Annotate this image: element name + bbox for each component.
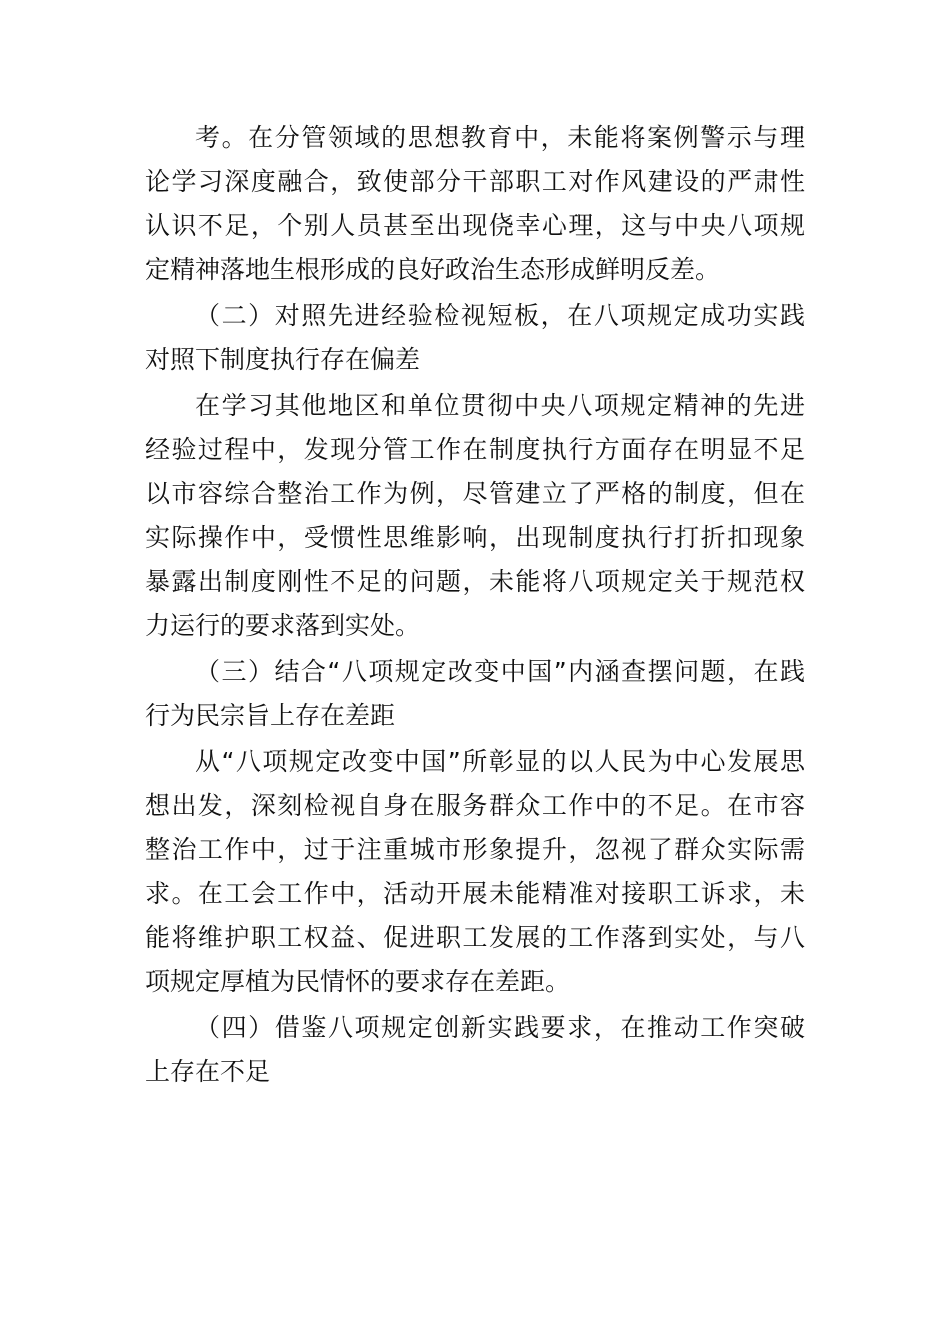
- text-line-1: 考。在分管领域的思想教育中，未能将案例警示与理: [195, 123, 805, 152]
- text-line-18: 求。在工会工作中，活动开展未能精准对接职工诉求，未: [145, 879, 805, 908]
- section-heading-4-line-1: （四）借鉴八项规定创新实践要求，在推动工作突破: [195, 1013, 805, 1042]
- text-line-20: 项规定厚植为民情怀的要求存在差距。: [145, 967, 571, 996]
- text-line-10: 实际操作中，受惯性思维影响，出现制度执行打折扣现象: [145, 523, 805, 552]
- text-line-2: 论学习深度融合，致使部分干部职工对作风建设的严肃性: [145, 167, 805, 196]
- text-line-7: 在学习其他地区和单位贯彻中央八项规定精神的先进: [195, 391, 805, 420]
- section-heading-2-line-1: （二）对照先进经验检视短板，在八项规定成功实践: [195, 301, 805, 330]
- text-line-9: 以市容综合整治工作为例，尽管建立了严格的制度，但在: [145, 479, 805, 508]
- section-heading-3-line-1: （三）结合“八项规定改变中国”内涵查摆问题，在践: [195, 657, 805, 686]
- section-heading-3-line-2: 行为民宗旨上存在差距: [145, 701, 396, 730]
- text-line-3: 认识不足，个别人员甚至出现侥幸心理，这与中央八项规: [145, 211, 805, 240]
- text-line-15: 从“八项规定改变中国”所彰显的以人民为中心发展思: [195, 747, 805, 776]
- text-line-17: 整治工作中，过于注重城市形象提升，忽视了群众实际需: [145, 835, 805, 864]
- text-line-4: 定精神落地生根形成的良好政治生态形成鲜明反差。: [145, 255, 721, 284]
- text-line-12: 力运行的要求落到实处。: [145, 611, 421, 640]
- section-heading-4-line-2: 上存在不足: [145, 1057, 271, 1086]
- text-line-19: 能将维护职工权益、促进职工发展的工作落到实处，与八: [145, 923, 805, 952]
- section-heading-2-line-2: 对照下制度执行存在偏差: [145, 345, 421, 374]
- text-line-16: 想出发，深刻检视自身在服务群众工作中的不足。在市容: [145, 791, 805, 820]
- text-line-8: 经验过程中，发现分管工作在制度执行方面存在明显不足: [145, 435, 805, 464]
- text-line-11: 暴露出制度刚性不足的问题，未能将八项规定关于规范权: [145, 567, 805, 596]
